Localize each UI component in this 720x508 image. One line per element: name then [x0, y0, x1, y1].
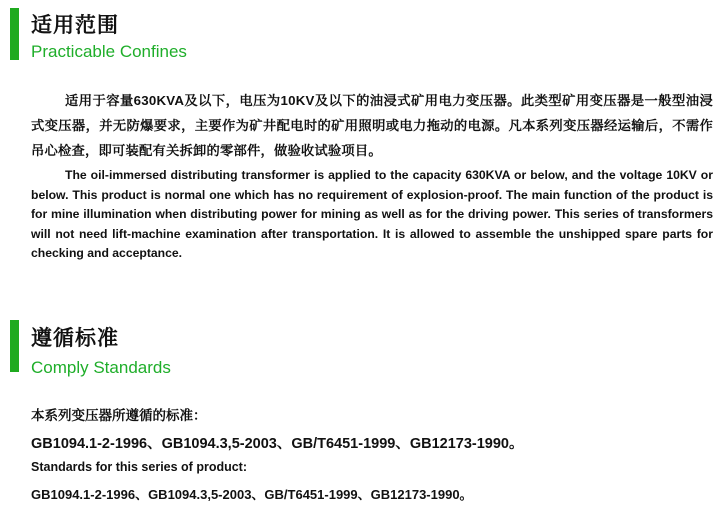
section-title-en: Practicable Confines — [31, 42, 187, 61]
standards-intro-cn: 本系列变压器所遵循的标准： — [31, 408, 207, 423]
standards-list-en: GB1094.1-2-1996、GB1094.3,5-2003、GB/T6451-1999、GB12173-1990。 — [31, 487, 473, 502]
paragraph-en: The oil-immersed distributing transformer is applied to the capacity 630KVA or below, and the voltage 10KV or below. This product is normal one which has no requirement of explosion-proof. The main function of the product is for mine illumination when distributing power for mining as well as for the driving power. This series of transformers will not need lift-machine examination after transportation. It is allowed to assemble the unshipped spare parts for checking and acceptance. — [31, 168, 713, 261]
section-title-cn: 适用范围 — [31, 14, 119, 37]
section-title-cn: 遵循标准 — [31, 327, 119, 350]
standards-intro-en: Standards for this series of product: — [31, 460, 248, 474]
standards-list-cn: GB1094.1-2-1996、GB1094.3,5-2003、GB/T6451-1999、GB12173-1990。 — [31, 436, 524, 452]
paragraph-cn: 适用于容量630KVA及以下，电压为10KV及以下的油浸式矿用电力变压器。此类型矿用变压器是一般型油浸式变压器，并无防爆要求，主要作为矿井配电时的矿用照明或电力拖动的电源。凡本系列变压器经运输后，不需作吊心检查，即可装配有关拆卸的零部件，做验收试验项目。 — [31, 93, 713, 158]
section-title-en: Comply Standards — [31, 358, 171, 377]
section-accent-bar — [10, 320, 19, 372]
section-accent-bar — [10, 8, 19, 60]
